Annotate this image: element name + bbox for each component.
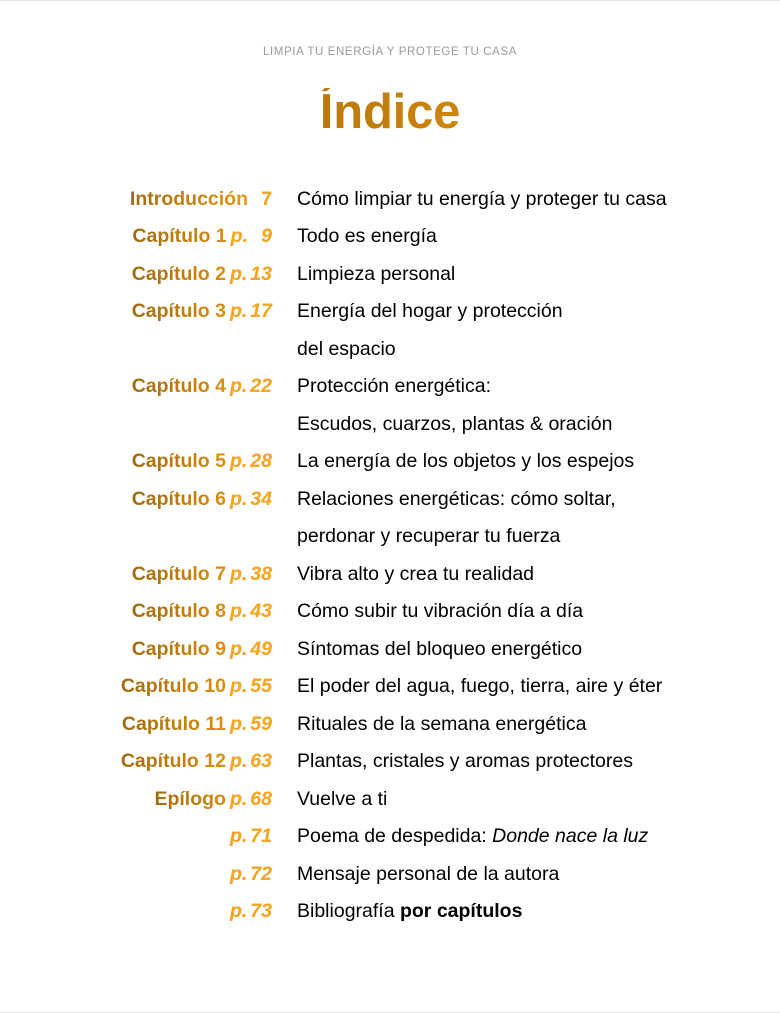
toc-entry-label[interactable] bbox=[0, 293, 272, 331]
toc-page-number: 9 bbox=[261, 225, 272, 247]
toc-page-number: 68 bbox=[250, 787, 272, 810]
toc-entry-row[interactable] bbox=[0, 556, 780, 594]
toc-page-prefix: p. bbox=[229, 450, 248, 472]
toc-label-spacer bbox=[0, 406, 272, 444]
toc-entry-description: perdonar y recuperar tu fuerza bbox=[297, 525, 561, 547]
toc-label-name: Capítulo 11 bbox=[121, 712, 226, 735]
toc-page-number: 63 bbox=[250, 750, 272, 772]
toc-entry-label[interactable] bbox=[0, 856, 272, 894]
toc-page-prefix: p. bbox=[229, 300, 248, 322]
running-header: LIMPIA TU ENERGÍA Y PROTEGE TU CASA bbox=[262, 46, 518, 58]
toc-page-prefix: p. bbox=[229, 900, 248, 922]
toc-label-text bbox=[132, 638, 272, 660]
toc-label-text bbox=[121, 750, 272, 772]
toc-page-prefix: p. bbox=[229, 262, 248, 285]
toc-label-text bbox=[226, 900, 272, 922]
toc-entry-description: Todo es energía bbox=[297, 225, 437, 247]
toc-description-bold: por capítulos bbox=[399, 900, 523, 922]
toc-entry-row[interactable] bbox=[0, 706, 780, 744]
toc-page-number: 73 bbox=[250, 900, 272, 922]
toc-entry-row[interactable] bbox=[0, 593, 780, 631]
toc-page-prefix: p. bbox=[229, 712, 248, 735]
toc-entry-label[interactable] bbox=[0, 781, 272, 819]
toc-entry-description: Síntomas del bloqueo energético bbox=[297, 637, 583, 660]
toc-entry-label[interactable] bbox=[0, 706, 272, 744]
toc-label-text bbox=[132, 450, 272, 472]
toc-label-name: Capítulo 5 bbox=[131, 450, 226, 472]
toc-entry-description: Relaciones energéticas: cómo soltar, bbox=[297, 487, 616, 510]
toc-entry-continuation-row[interactable] bbox=[0, 518, 780, 556]
toc-page-number: 17 bbox=[250, 300, 272, 322]
toc-entry-row[interactable] bbox=[0, 631, 780, 669]
toc-entry-description: Energía del hogar y protección bbox=[297, 300, 563, 322]
toc-label-text bbox=[121, 675, 272, 697]
toc-entry-label[interactable] bbox=[0, 743, 272, 781]
toc-entry-label[interactable] bbox=[0, 218, 272, 256]
toc-entry-row[interactable] bbox=[0, 218, 780, 256]
toc-page-prefix: p. bbox=[229, 675, 248, 697]
toc-label-text bbox=[132, 225, 272, 247]
toc-entry-description bbox=[272, 893, 780, 931]
toc-label-name: Epílogo bbox=[154, 787, 226, 810]
toc-page-prefix: p. bbox=[229, 375, 248, 397]
toc-label-name: Capítulo 1 bbox=[132, 225, 227, 247]
toc-page-number: 49 bbox=[250, 637, 272, 660]
toc-entry-row[interactable] bbox=[0, 781, 780, 819]
toc-description-text: Bibliografía bbox=[297, 900, 400, 922]
toc-label-name: Capítulo 6 bbox=[131, 487, 226, 510]
toc-label-name: Capítulo 12 bbox=[120, 750, 226, 772]
toc-page-number: 59 bbox=[250, 712, 272, 735]
toc-label-text bbox=[132, 563, 272, 585]
toc-label-text bbox=[132, 600, 272, 622]
toc-entry-row[interactable] bbox=[0, 293, 780, 331]
toc-page-number: 28 bbox=[250, 450, 272, 472]
toc-page-prefix: p. bbox=[229, 750, 248, 772]
toc-label-text bbox=[132, 300, 272, 322]
toc-page-number: 7 bbox=[261, 187, 272, 210]
toc-page-prefix: p. bbox=[229, 787, 248, 810]
toc-page-number: 13 bbox=[250, 262, 272, 285]
toc-entry-continuation-row[interactable] bbox=[0, 406, 780, 444]
toc-entry-row[interactable] bbox=[0, 481, 780, 519]
toc-entry-label[interactable] bbox=[0, 818, 272, 856]
toc-page-number: 38 bbox=[250, 562, 272, 585]
toc-entry-label[interactable] bbox=[0, 668, 272, 706]
toc-entry-label[interactable] bbox=[0, 593, 272, 631]
toc-label-name: Capítulo 9 bbox=[131, 637, 226, 660]
toc-page-number: 22 bbox=[250, 375, 272, 397]
toc-page-prefix: p. bbox=[229, 487, 248, 510]
toc-page-prefix: p. bbox=[229, 600, 248, 622]
toc-entry-row[interactable] bbox=[0, 818, 780, 856]
toc-label-name: Capítulo 8 bbox=[131, 600, 226, 622]
toc-label-spacer bbox=[0, 331, 272, 369]
toc-description-italic: Donde nace la luz bbox=[492, 825, 649, 847]
toc-entry-label[interactable] bbox=[0, 556, 272, 594]
toc-label-text bbox=[226, 825, 272, 847]
toc-label-spacer bbox=[0, 518, 272, 556]
toc-entry-label[interactable] bbox=[0, 256, 272, 294]
toc-entry-description: Mensaje personal de la autora bbox=[297, 862, 560, 885]
toc-entry-row[interactable] bbox=[0, 368, 780, 406]
toc-entry-description: Rituales de la semana energética bbox=[297, 712, 587, 735]
toc-entry-row[interactable] bbox=[0, 256, 780, 294]
toc-page-prefix: p. bbox=[229, 637, 248, 660]
toc-entry-row[interactable] bbox=[0, 181, 780, 219]
toc-entry-description: Cómo limpiar tu energía y proteger tu casa bbox=[297, 187, 667, 210]
toc-entry-row[interactable] bbox=[0, 856, 780, 894]
toc-entry-label[interactable] bbox=[0, 181, 272, 219]
toc-page-prefix: p. bbox=[229, 562, 248, 585]
toc-entry-label[interactable] bbox=[0, 481, 272, 519]
toc-entry-label[interactable] bbox=[0, 893, 272, 931]
toc-entry-label[interactable] bbox=[0, 631, 272, 669]
toc-page-number: 34 bbox=[250, 487, 272, 510]
toc-label-text bbox=[132, 263, 272, 285]
toc-entry-description: El poder del agua, fuego, tierra, aire y éter bbox=[297, 675, 663, 697]
table-of-contents bbox=[0, 181, 780, 931]
toc-label-text bbox=[154, 788, 272, 810]
toc-page-prefix: p. bbox=[229, 862, 248, 885]
toc-entry-row[interactable] bbox=[0, 668, 780, 706]
toc-entry-description: Vuelve a ti bbox=[297, 787, 388, 810]
toc-page-number: 55 bbox=[250, 675, 272, 697]
toc-label-text bbox=[226, 863, 272, 885]
toc-page-prefix: p. bbox=[230, 225, 248, 247]
toc-entry-row[interactable] bbox=[0, 443, 780, 481]
page-title: Índice bbox=[0, 88, 780, 137]
toc-entry-description: Vibra alto y crea tu realidad bbox=[297, 562, 535, 585]
toc-entry-label[interactable] bbox=[0, 443, 272, 481]
toc-entry-description: Plantas, cristales y aromas protectores bbox=[297, 750, 633, 772]
toc-page-number: 71 bbox=[250, 825, 272, 847]
toc-entry-row[interactable] bbox=[0, 893, 780, 931]
toc-entry-description: Cómo subir tu vibración día a día bbox=[297, 600, 584, 622]
toc-label-text bbox=[132, 488, 272, 510]
toc-label-name: Capítulo 4 bbox=[131, 375, 226, 397]
toc-entry-label[interactable] bbox=[0, 368, 272, 406]
toc-entry-description: Protección energética: bbox=[297, 375, 492, 397]
toc-description-text: Poema de despedida: bbox=[297, 825, 493, 847]
toc-page-prefix: p. bbox=[229, 825, 248, 847]
toc-label-name: Introducción bbox=[129, 187, 248, 210]
toc-page-number: 72 bbox=[250, 862, 272, 885]
toc-label-text bbox=[130, 188, 272, 210]
toc-entry-description: Limpieza personal bbox=[297, 262, 456, 285]
toc-label-text bbox=[122, 713, 272, 735]
toc-entry-description: del espacio bbox=[297, 337, 396, 360]
toc-entry-description: Escudos, cuarzos, plantas & oración bbox=[297, 412, 613, 435]
toc-label-name: Capítulo 2 bbox=[131, 262, 226, 285]
toc-page-number: 43 bbox=[250, 600, 272, 622]
toc-entry-continuation-row[interactable] bbox=[0, 331, 780, 369]
toc-entry-row[interactable] bbox=[0, 743, 780, 781]
toc-label-text bbox=[132, 375, 272, 397]
toc-label-name: Capítulo 10 bbox=[120, 675, 226, 697]
toc-entry-description bbox=[272, 818, 780, 856]
toc-label-name: Capítulo 7 bbox=[131, 562, 226, 585]
toc-entry-description: La energía de los objetos y los espejos bbox=[297, 450, 635, 472]
toc-label-name: Capítulo 3 bbox=[131, 300, 226, 322]
